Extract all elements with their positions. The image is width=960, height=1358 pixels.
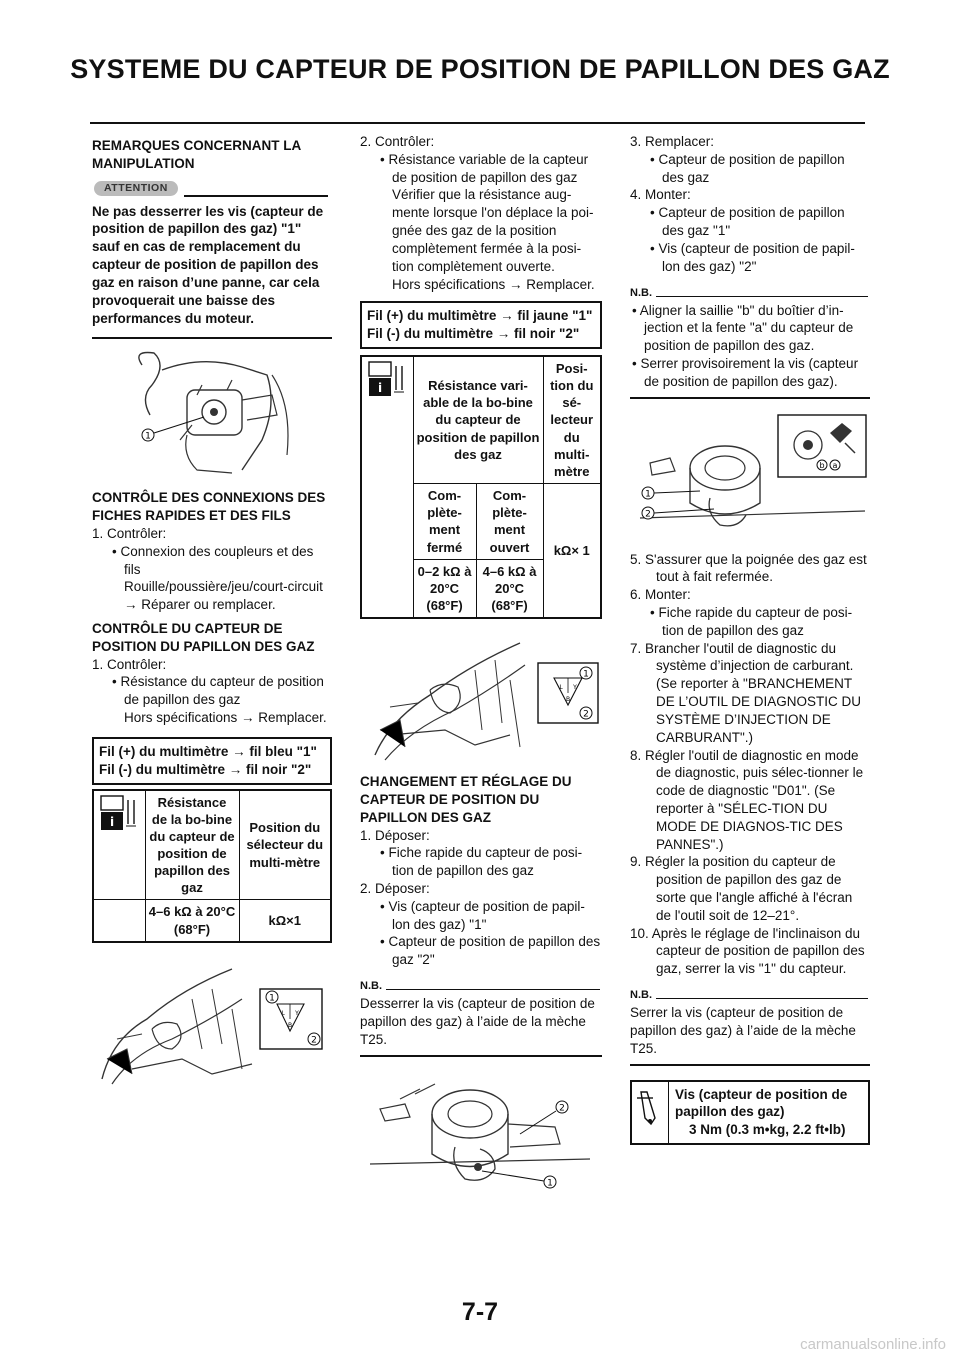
sub-hors-spec: Hors spécifications → Remplacer. (124, 710, 327, 726)
fig2-label-l: L (559, 684, 563, 692)
column-1 (92, 133, 332, 1089)
fig2-label-b: B (565, 696, 571, 704)
multimeter-icon-cell-2 (361, 356, 413, 618)
wire-box-1 (92, 737, 332, 785)
fig1-callout-1: 1 (269, 993, 275, 1004)
nb-bullet-aligner: • Aligner la saillie "b" du boîtier d’in-jection et la fente "a" du capteur de position de papillon des gaz. (630, 302, 870, 355)
table-1-value-resistance: 4–6 kΩ à 20°C (68°F) (145, 900, 239, 942)
wire-box-2-line1: Fil (+) du multimètre → fil jaune "1" (367, 308, 593, 324)
svg-text:i: i (110, 814, 115, 829)
fig4-callout-2: 2 (645, 509, 651, 520)
nb-label-2: N.B. (630, 286, 870, 302)
wire-box-1-line1: Fil (+) du multimètre → fil bleu "1" (99, 743, 317, 759)
connexions-heading: CONTRÔLE DES CONNEXIONS DES FICHES RAPIDES ET DES FILS (92, 490, 326, 524)
step-5: 5. S'assurer que la poignée des gaz est tout à fait refermée. (630, 551, 867, 585)
spec-table-1 (92, 789, 332, 943)
nb-bullet-serrer: • Serrer provisoirement la vis (capteur de position de papillon des gaz). (630, 355, 870, 391)
torque-line2: 3 Nm (0.3 m•kg, 2.2 ft•lb) (689, 1122, 846, 1138)
step-6: 6. Monter: (630, 587, 691, 603)
table-2-value-ferme: 0–2 kΩ à 20°C (68°F) (413, 559, 476, 618)
capteur-heading: CONTRÔLE DU CAPTEUR DE POSITION DU PAPILLON DES GAZ (92, 621, 315, 654)
nb-block-2 (630, 302, 870, 399)
page-number: 7-7 (461, 1298, 499, 1326)
fig1-label-l: L (281, 1009, 285, 1017)
torque-wrench-icon (633, 1088, 667, 1128)
attention-header (92, 179, 332, 201)
sub-hors-spec-2: Hors spécifications → Remplacer. (392, 276, 595, 292)
table-2-value-ouvert: 4–6 kΩ à 20°C (68°F) (476, 559, 543, 618)
torque-icon-cell (632, 1082, 669, 1143)
figure-wiring-2 (360, 635, 602, 765)
bullet-resistance-variable: • Résistance variable de la capteur de position de papillon des gaz (360, 151, 602, 187)
fig4-callout-1: 1 (645, 489, 651, 500)
sub-rouille: Rouille/poussière/jeu/court-circuit (124, 579, 323, 595)
table-2-header-resistance: Résistance vari-able de la bo-bine du capteur de position de papillon des gaz (413, 356, 543, 484)
wire-box-2 (360, 301, 602, 349)
step-deposer-2: 2. Déposer: (360, 881, 430, 896)
bullet-capteur-monter: • Capteur de position de papillon des gaz "1" (630, 204, 870, 240)
figure-throttle-sensor-screw (92, 345, 332, 485)
watermark: carmanualsonline.info (800, 1336, 946, 1353)
figure-wiring-1 (92, 959, 332, 1089)
step-1: 1. Contrôler: (92, 525, 167, 541)
bullet-vis-monter: • Vis (capteur de position de papil-lon des gaz) "2" (630, 240, 870, 276)
multimeter-icon-cell (93, 790, 145, 900)
spec-table-2 (360, 355, 602, 619)
fig4-callout-b: b (819, 460, 825, 470)
bullet-fiche-rapide: • Fiche rapide du capteur de posi-tion de papillon des gaz (360, 844, 602, 880)
nb-text-3: Serrer la vis (capteur de position de papillon des gaz) à l’aide de la mèche T25. (630, 1004, 870, 1065)
table-1-empty (93, 900, 145, 942)
step-deposer-1: 1. Déposer: (360, 827, 430, 843)
fig3-callout-2: 2 (559, 1103, 565, 1113)
attention-badge: ATTENTION (94, 181, 178, 197)
attention-text: Ne pas desserrer les vis (capteur de position de papillon des gaz) "1" sauf en cas de remplacement du capteur de position de papillon des gaz en raison d’une panne, car cela provoquerait une baisse des performances du moteur. (92, 203, 332, 340)
step-1b: 1. Contrôler: (92, 656, 167, 672)
nb-label-1: N.B. (360, 979, 602, 995)
callout-1: 1 (145, 431, 151, 442)
column-3 (630, 133, 870, 1145)
torque-text (669, 1082, 868, 1143)
table-2-header-ferme: Com-plète-ment fermé (413, 484, 476, 560)
step-7: 7. Brancher l'outil de diagnostic du système d’injection de carburant. (Se reporter à "BRANCHEMENT DE L’OUTIL DE DIAGNOSTIC DU SYSTÈME D’INJECTION DE CARBURANT".) (630, 640, 862, 745)
fig1-label-y: Y (295, 1009, 299, 1017)
bullet-fiche-monter: • Fiche rapide du capteur de posi-tion de papillon des gaz (630, 604, 870, 640)
wiring-illustration-1 (92, 959, 332, 1089)
svg-text:i: i (378, 380, 383, 395)
throttle-body-illustration (92, 345, 332, 485)
multimeter-icon (100, 794, 138, 832)
fig2-label-y: Y (573, 684, 577, 692)
table-2-header-ouvert: Com-plète-ment ouvert (476, 484, 543, 560)
attention-rule (184, 195, 328, 197)
step-9: 9. Régler la position du capteur de position de papillon des gaz de sorte que l'angle affiché à l'écran de l'outil soit de 12–21°. (630, 854, 853, 923)
fig1-callout-2: 2 (311, 1035, 317, 1046)
changement-heading: CHANGEMENT ET RÉGLAGE DU CAPTEUR DE POSITION DU PAPILLON DES GAZ (360, 774, 572, 825)
title-rule (90, 122, 865, 124)
wire-box-2-line2: Fil (-) du multimètre → fil noir "2" (367, 326, 580, 342)
table-1-header-resistance: Résistance de la bo-bine du capteur de position de papillon des gaz (145, 790, 239, 900)
multimeter-icon-2 (368, 360, 406, 398)
nb-text-1: Desserrer la vis (capteur de position de papillon des gaz) à l’aide de la mèche T25. (360, 995, 602, 1056)
sub-reparer: → Réparer ou remplacer. (124, 597, 276, 613)
figure-throttle-body (360, 1069, 602, 1199)
bullet-vis: • Vis (capteur de position de papil-lon des gaz) "1" (360, 898, 602, 934)
wiring-illustration-2 (360, 635, 602, 765)
figure-sensor-install (630, 413, 870, 543)
throttle-body-illustration-2 (360, 1069, 602, 1199)
fig2-callout-1: 1 (583, 669, 589, 680)
table-1-value-position: kΩ×1 (239, 900, 331, 942)
bullet-capteur: • Capteur de position de papillon des gaz "2" (360, 933, 602, 969)
table-1-header-position: Position du sélecteur du multi-mètre (239, 790, 331, 900)
table-2-header-position: Posi-tion du sé-lecteur du multi-mètre (543, 356, 601, 484)
fig1-label-b: B (287, 1021, 293, 1029)
fig4-callout-a: a (832, 460, 838, 470)
remarks-heading: REMARQUES CONCERNANT LA MANIPULATION (92, 138, 301, 171)
fig3-callout-1: 1 (547, 1178, 553, 1188)
column-2 (360, 133, 602, 1199)
bullet-capteur-remplacer: • Capteur de position de papillon des gaz (630, 151, 870, 187)
bullet-resistance: • Résistance du capteur de position de papillon des gaz (92, 673, 332, 709)
step-2: 2. Contrôler: (360, 134, 435, 149)
bullet-connexion: • Connexion des coupleurs et des fils (92, 543, 332, 579)
torque-line1: Vis (capteur de position de papillon des gaz) (675, 1086, 848, 1120)
step-monter: 4. Monter: (630, 187, 691, 203)
fig2-callout-2: 2 (583, 709, 589, 720)
table-2-value-position: kΩ× 1 (543, 484, 601, 619)
torque-spec-box (630, 1080, 870, 1145)
step-10: 10. Après le réglage de l'inclinaison du capteur de position de papillon des gaz, serrer la vis "1" du capteur. (630, 925, 865, 977)
nb-label-3: N.B. (630, 988, 870, 1004)
step-remplacer: 3. Remplacer: (630, 134, 715, 149)
page-title: SYSTEME DU CAPTEUR DE POSITION DE PAPILLON DES GAZ (70, 54, 890, 84)
sensor-install-illustration (630, 413, 870, 543)
step-8: 8. Régler l'outil de diagnostic en mode de diagnostic, puis sélec-tionner le code de diagnostic "D01". (Se reporter à "SÉLEC-TION DU MODE DE DIAGNOS-TIC DES PANNES".) (630, 747, 864, 852)
sub-verifier: Vérifier que la résistance aug-mente lorsque l'on déplace la poi-gnée des gaz de la position complètement fermée à la posi-tion complètement ouverte. (392, 187, 594, 274)
wire-box-1-line2: Fil (-) du multimètre → fil noir "2" (99, 761, 312, 777)
